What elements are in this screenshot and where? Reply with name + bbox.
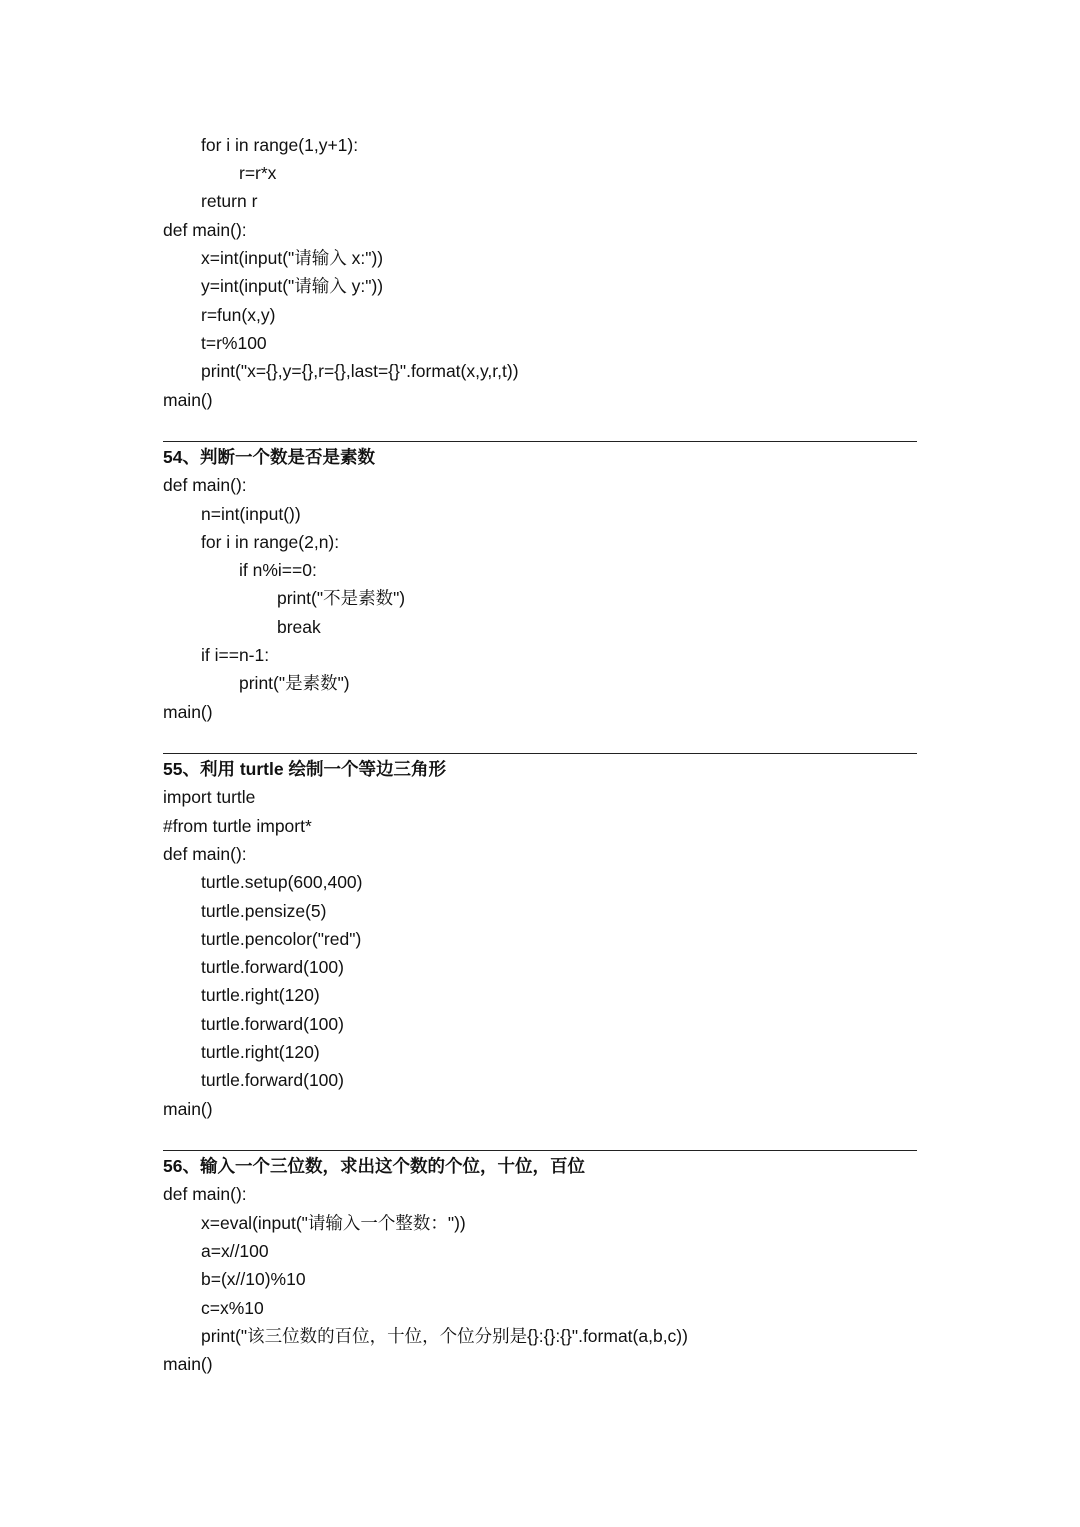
code-line: turtle.setup(600,400) [201, 872, 363, 892]
code-line: n=int(input()) [201, 504, 301, 524]
code-line: main() [163, 1354, 213, 1374]
code-line: turtle.forward(100) [201, 1070, 344, 1090]
code-line: #from turtle import* [163, 816, 312, 836]
question-heading: 56、输入一个三位数，求出这个数的个位，十位，百位 [163, 1156, 585, 1176]
question-heading: 54、判断一个数是否是素数 [163, 447, 375, 467]
code-line: def main(): [163, 844, 247, 864]
code-line: a=x//100 [201, 1241, 269, 1261]
code-line: return r [201, 191, 258, 211]
code-line: turtle.right(120) [201, 1042, 320, 1062]
code-line: main() [163, 390, 213, 410]
code-line: def main(): [163, 1184, 247, 1204]
code-line: if n%i==0: [239, 560, 317, 580]
code-line: x=eval(input("请输入一个整数：")) [201, 1213, 466, 1233]
code-line: turtle.pensize(5) [201, 901, 327, 921]
code-line: turtle.right(120) [201, 985, 320, 1005]
section-divider [163, 753, 917, 754]
code-line: x=int(input("请输入 x:")) [201, 248, 384, 268]
section-divider [163, 1150, 917, 1151]
code-line: for i in range(2,n): [201, 532, 340, 552]
code-line: c=x%10 [201, 1298, 264, 1318]
code-line: y=int(input("请输入 y:")) [201, 276, 384, 296]
section-divider [163, 441, 917, 442]
code-line: turtle.forward(100) [201, 957, 344, 977]
code-line: def main(): [163, 220, 247, 240]
code-line: if i==n-1: [201, 645, 270, 665]
code-line: r=r*x [239, 163, 277, 183]
code-line: print("是素数") [239, 673, 350, 693]
code-line: t=r%100 [201, 333, 267, 353]
code-line: for i in range(1,y+1): [201, 135, 359, 155]
code-line: main() [163, 1099, 213, 1119]
code-line: import turtle [163, 787, 256, 807]
code-line: turtle.forward(100) [201, 1014, 344, 1034]
question-heading: 55、利用 turtle 绘制一个等边三角形 [163, 759, 446, 779]
code-line: b=(x//10)%10 [201, 1269, 306, 1289]
code-line: print("x={},y={},r={},last={}".format(x,y,r,t)) [201, 361, 519, 381]
code-line: print("不是素数") [277, 588, 406, 608]
code-line: r=fun(x,y) [201, 305, 276, 325]
code-line: turtle.pencolor("red") [201, 929, 362, 949]
code-line: def main(): [163, 475, 247, 495]
code-line: break [277, 617, 321, 637]
code-line: main() [163, 702, 213, 722]
code-line: print("该三位数的百位，十位，个位分别是{}:{}:{}".format(a,b,c)) [201, 1326, 688, 1346]
